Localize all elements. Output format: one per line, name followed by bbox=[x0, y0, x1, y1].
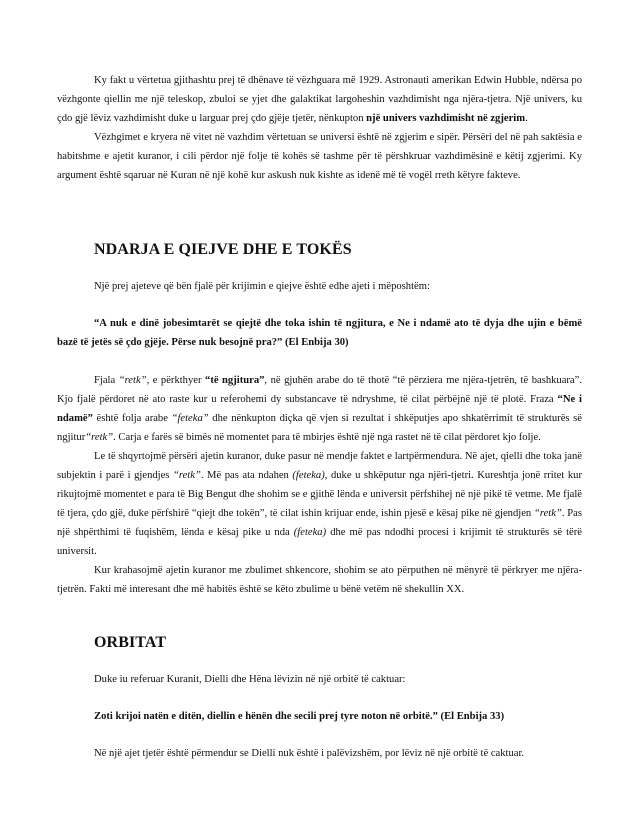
ndarja-p2-a: Le të shqyrtojmë përsëri ajetin kuranor, duke pasur në mendje faktet e lartpërmendura. Në ajet, qielli dhe toka janë subjektin i parë i gjendjes bbox=[57, 451, 582, 481]
ndarja-p1-ndame: “Ne i ndamë” bbox=[57, 394, 582, 424]
ndarja-p1-a: Fjala bbox=[94, 375, 119, 386]
orbitat-intro-block bbox=[0, 670, 638, 689]
intro-paragraph-1-bold: një univers vazhdimisht në zgjerim bbox=[366, 113, 526, 124]
ndarja-p1-feteka: “feteka” bbox=[171, 413, 209, 424]
ndarja-p1-f: . Carja e farës së bimës në momentet para të mbirjes është një nga rastet në të cilat përdoret kjo folje. bbox=[113, 432, 541, 443]
orbitat-intro: Duke iu referuar Kuranit, Dielli dhe Hëna lëvizin në një orbitë të caktuar: bbox=[94, 674, 406, 685]
ndarja-quote-block bbox=[0, 314, 638, 352]
ndarja-paragraph-1 bbox=[57, 371, 582, 447]
ndarja-p1-d: është folja arabe bbox=[92, 413, 172, 424]
ndarja-p2-retk2: “retk” bbox=[533, 508, 562, 519]
orbitat-quote-block bbox=[0, 707, 638, 726]
ndarja-intro: Një prej ajeteve që bën fjalë për krijimin e qiejve është edhe ajeti i mëposhtëm: bbox=[94, 281, 430, 292]
intro-paragraph-2: Vëzhgimet e kryera në vitet në vazhdim vërtetuan se universi është në zgjerim e sipër. Përsëri del në pah saktësia e habitshme e ajetit kuranor, i cili përdor një folje të kohës së tashme për të përshkruar vazhdimësinë e këtij zgjerimi. Ky argument është sqaruar në Kuran në një kohë kur askush nuk kishte as idenë më të vogël rreth këtyre fakteve. bbox=[57, 132, 582, 181]
ndarja-p2-c: , duke u shkëputur nga njëri-tjetri. Kureshtja jonë rritet kur rikujtojmë momentet e para të Big Bengut dhe shohim se e gjithë lënda e universit përfshihej në një pikë të vetme. Me fjalë të tjera, çdo gjë, duke përfshirë “qiejt dhe tokën”, të cilat ishin krijuar ende, ishin pjesë e kësaj pike në gjendjen bbox=[57, 470, 582, 519]
ndarja-p2-d: . Pas një shpërthimi të fuqishëm, lënda e kësaj pike u nda bbox=[57, 508, 582, 538]
ndarja-paragraph-3: Kur krahasojmë ajetin kuranor me zbulimet shkencore, shohim se ato përputhen në mënyrë të përkryer me njëra-tjetrën. Fakti më interesant dhe më habitës është se këto zbulime u bënë vetëm në shekullin XX. bbox=[57, 565, 582, 595]
ndarja-quote-text: “A nuk e dinë jobesimtarët se qiejtë dhe toka ishin të ngjitura, e Ne i ndamë ato të dyja dhe ujin e bëmë bazë të jetës së çdo gjëje. Përse nuk besojnë pra?” (El Enbija 30) bbox=[57, 318, 582, 348]
ndarja-p2-b: . Më pas ata ndahen bbox=[200, 470, 293, 481]
orbitat-paragraph-1: Në një ajet tjetër është përmendur se Dielli nuk është i palëvizshëm, por lëviz në një orbitë të caktuar. bbox=[94, 748, 525, 759]
ndarja-p1-ngjitura: “të ngjitura” bbox=[205, 375, 265, 386]
ndarja-quote bbox=[57, 314, 582, 352]
intro-paragraph-1 bbox=[57, 71, 582, 128]
ndarja-p2-retk: “retk” bbox=[172, 470, 201, 481]
ndarja-p1-b: , e përkthyer bbox=[146, 375, 206, 386]
orbitat-quote-text: Zoti krijoi natën e ditën, diellin e hënën dhe secili prej tyre noton në orbitë.” (El Enbija 33) bbox=[94, 711, 505, 722]
ndarja-p2-feteka: (feteka) bbox=[292, 470, 325, 481]
orbitat-body-block bbox=[0, 744, 638, 763]
intro-paragraph-1-end: . bbox=[525, 113, 528, 124]
ndarja-p1-retk: “retk” bbox=[118, 375, 147, 386]
ndarja-p2-e: dhe më pas ndodhi procesi i krijimit të strukturës së tërë universit. bbox=[57, 527, 582, 557]
orbitat-quote bbox=[94, 707, 584, 726]
ndarja-p1-c: , në gjuhën arabe do të thotë “të përziera me njëra-tjetrën, të bashkuara”. Kjo fjalë përdoret në ato raste kur u referohemi dy substancave të ndryshme, të cilat përbëjnë një të plotë. Fraza bbox=[57, 375, 582, 405]
ndarja-p1-e: dhe nënkupton diçka që vjen si rezultat i shkëputjes apo shkatërrimit të strukturës së ngjitur bbox=[57, 413, 582, 443]
ndarja-body bbox=[0, 371, 638, 599]
intro-section bbox=[0, 71, 638, 185]
ndarja-paragraph-2 bbox=[57, 447, 582, 561]
ndarja-heading: NDARJA E QIEJVE DHE E TOKËS bbox=[94, 241, 352, 258]
ndarja-p1-retk2: “retk” bbox=[85, 432, 114, 443]
orbitat-heading: ORBITAT bbox=[94, 634, 167, 651]
intro-paragraph-1-text: Ky fakt u vërtetua gjithashtu prej të dhënave të vëzhguara më 1929. Astronauti amerikan Edwin Hubble, ndërsa po vëzhgonte qiellin me një teleskop, zbuloi se yjet dhe galaktikat largoheshin vazhdimisht nga njëra-tjetra. Një univers, ku çdo gjë lëviz vazhdimisht duke u larguar prej çdo gjëje tjetër, nënkupton bbox=[57, 75, 582, 124]
ndarja-p2-feteka2: (feteka) bbox=[293, 527, 327, 538]
ndarja-intro-block bbox=[0, 277, 638, 296]
